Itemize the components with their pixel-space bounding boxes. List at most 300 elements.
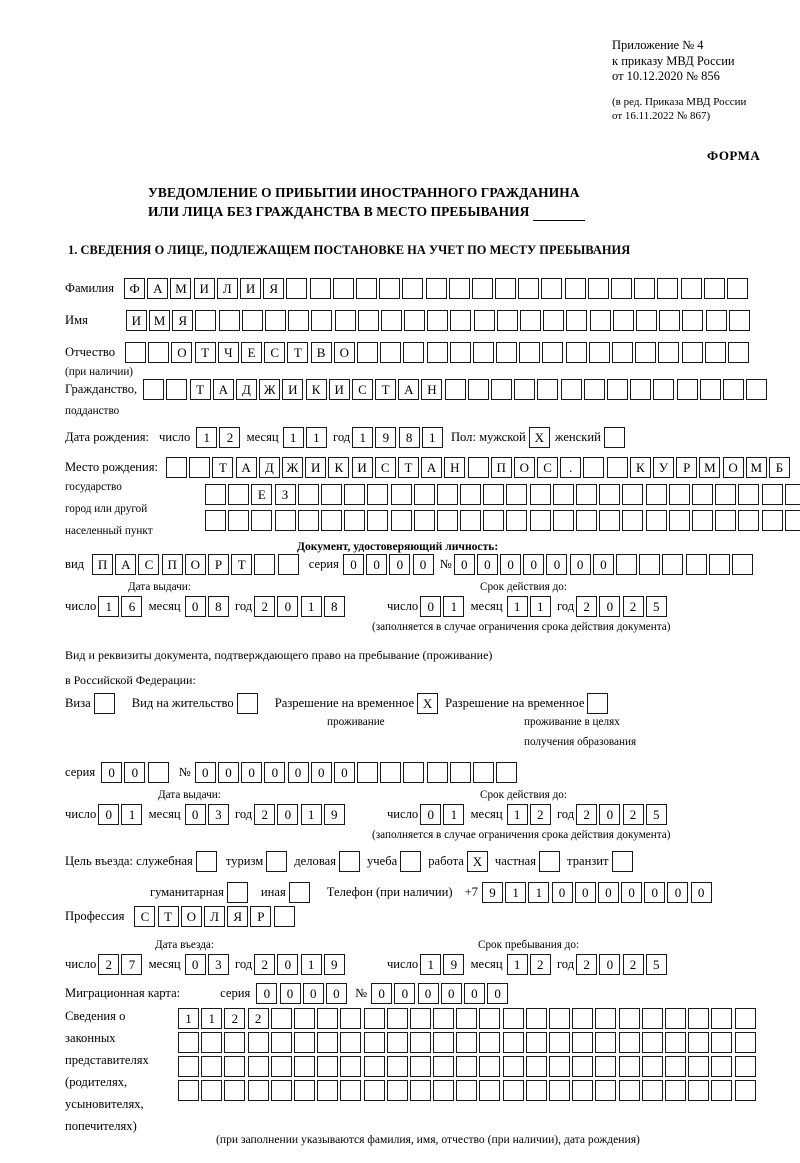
char-cell[interactable]: 0 bbox=[326, 983, 347, 1004]
char-cell[interactable] bbox=[248, 1080, 269, 1101]
char-cell[interactable] bbox=[286, 278, 307, 299]
char-cell[interactable] bbox=[460, 510, 481, 531]
char-cell[interactable]: Ф bbox=[124, 278, 145, 299]
char-cell[interactable]: 0 bbox=[575, 882, 596, 903]
char-cell[interactable]: 2 bbox=[576, 596, 597, 617]
char-cell[interactable] bbox=[616, 554, 637, 575]
char-cell[interactable]: П bbox=[162, 554, 183, 575]
char-cell[interactable] bbox=[403, 762, 424, 783]
char-cell[interactable] bbox=[503, 1032, 524, 1053]
char-cell[interactable]: 1 bbox=[201, 1008, 222, 1029]
char-cell[interactable] bbox=[646, 484, 667, 505]
char-cell[interactable]: И bbox=[305, 457, 326, 478]
char-cell[interactable] bbox=[653, 379, 674, 400]
char-cell[interactable] bbox=[148, 342, 169, 363]
char-cell[interactable]: С bbox=[537, 457, 558, 478]
char-cell[interactable] bbox=[746, 379, 767, 400]
purpose-private-checkbox[interactable] bbox=[539, 851, 560, 872]
char-cell[interactable] bbox=[506, 510, 527, 531]
char-cell[interactable] bbox=[723, 379, 744, 400]
char-cell[interactable]: 0 bbox=[621, 882, 642, 903]
char-cell[interactable]: 0 bbox=[185, 954, 206, 975]
char-cell[interactable]: 0 bbox=[464, 983, 485, 1004]
char-cell[interactable]: 1 bbox=[507, 954, 528, 975]
char-cell[interactable] bbox=[669, 510, 690, 531]
char-cell[interactable] bbox=[357, 342, 378, 363]
char-cell[interactable]: Л bbox=[204, 906, 225, 927]
char-cell[interactable] bbox=[311, 310, 332, 331]
char-cell[interactable]: 0 bbox=[500, 554, 521, 575]
char-cell[interactable] bbox=[503, 1080, 524, 1101]
char-cell[interactable] bbox=[298, 510, 319, 531]
char-cell[interactable]: 0 bbox=[552, 882, 573, 903]
char-cell[interactable]: Т bbox=[231, 554, 252, 575]
char-cell[interactable] bbox=[639, 554, 660, 575]
char-cell[interactable] bbox=[248, 1032, 269, 1053]
char-cell[interactable]: Р bbox=[250, 906, 271, 927]
char-cell[interactable]: 0 bbox=[277, 954, 298, 975]
char-cell[interactable] bbox=[665, 1080, 686, 1101]
char-cell[interactable]: П bbox=[92, 554, 113, 575]
char-cell[interactable] bbox=[728, 342, 749, 363]
char-cell[interactable] bbox=[688, 1032, 709, 1053]
char-cell[interactable] bbox=[595, 1056, 616, 1077]
char-cell[interactable]: 2 bbox=[248, 1008, 269, 1029]
char-cell[interactable]: 9 bbox=[324, 954, 345, 975]
char-cell[interactable]: С bbox=[134, 906, 155, 927]
char-cell[interactable] bbox=[607, 379, 628, 400]
purpose-study-checkbox[interactable] bbox=[400, 851, 421, 872]
char-cell[interactable]: 0 bbox=[477, 554, 498, 575]
char-cell[interactable]: Ж bbox=[259, 379, 280, 400]
char-cell[interactable] bbox=[450, 342, 471, 363]
char-cell[interactable] bbox=[503, 1056, 524, 1077]
char-cell[interactable] bbox=[692, 484, 713, 505]
char-cell[interactable]: 1 bbox=[443, 596, 464, 617]
char-cell[interactable] bbox=[553, 484, 574, 505]
char-cell[interactable] bbox=[700, 379, 721, 400]
char-cell[interactable] bbox=[762, 510, 783, 531]
char-cell[interactable] bbox=[622, 510, 643, 531]
char-cell[interactable] bbox=[433, 1032, 454, 1053]
char-cell[interactable] bbox=[599, 484, 620, 505]
char-cell[interactable]: Т bbox=[375, 379, 396, 400]
char-cell[interactable] bbox=[340, 1080, 361, 1101]
char-cell[interactable]: 0 bbox=[334, 762, 355, 783]
char-cell[interactable] bbox=[665, 1056, 686, 1077]
char-cell[interactable]: 1 bbox=[283, 427, 304, 448]
char-cell[interactable] bbox=[572, 1056, 593, 1077]
char-cell[interactable] bbox=[479, 1080, 500, 1101]
char-cell[interactable] bbox=[729, 310, 750, 331]
char-cell[interactable]: И bbox=[240, 278, 261, 299]
char-cell[interactable]: 0 bbox=[593, 554, 614, 575]
char-cell[interactable]: 2 bbox=[98, 954, 119, 975]
char-cell[interactable]: 0 bbox=[546, 554, 567, 575]
char-cell[interactable] bbox=[473, 762, 494, 783]
char-cell[interactable]: И bbox=[352, 457, 373, 478]
char-cell[interactable] bbox=[275, 510, 296, 531]
char-cell[interactable] bbox=[274, 906, 295, 927]
char-cell[interactable] bbox=[166, 457, 187, 478]
char-cell[interactable] bbox=[410, 1032, 431, 1053]
char-cell[interactable] bbox=[410, 1008, 431, 1029]
purpose-transit-checkbox[interactable] bbox=[612, 851, 633, 872]
char-cell[interactable] bbox=[381, 310, 402, 331]
char-cell[interactable] bbox=[125, 342, 146, 363]
char-cell[interactable] bbox=[456, 1032, 477, 1053]
char-cell[interactable] bbox=[251, 510, 272, 531]
char-cell[interactable] bbox=[473, 342, 494, 363]
char-cell[interactable] bbox=[589, 342, 610, 363]
char-cell[interactable]: 2 bbox=[530, 954, 551, 975]
char-cell[interactable] bbox=[572, 1032, 593, 1053]
char-cell[interactable]: 2 bbox=[576, 954, 597, 975]
char-cell[interactable] bbox=[583, 457, 604, 478]
char-cell[interactable] bbox=[205, 484, 226, 505]
char-cell[interactable]: 0 bbox=[523, 554, 544, 575]
char-cell[interactable] bbox=[472, 278, 493, 299]
purpose-work-checkbox[interactable]: X bbox=[467, 851, 488, 872]
char-cell[interactable]: 2 bbox=[254, 596, 275, 617]
char-cell[interactable] bbox=[356, 278, 377, 299]
char-cell[interactable] bbox=[391, 484, 412, 505]
char-cell[interactable] bbox=[380, 342, 401, 363]
char-cell[interactable]: 1 bbox=[507, 804, 528, 825]
char-cell[interactable] bbox=[595, 1032, 616, 1053]
char-cell[interactable]: 2 bbox=[530, 804, 551, 825]
char-cell[interactable] bbox=[340, 1008, 361, 1029]
char-cell[interactable]: 1 bbox=[98, 596, 119, 617]
char-cell[interactable] bbox=[201, 1080, 222, 1101]
edu-residence-checkbox[interactable] bbox=[587, 693, 608, 714]
char-cell[interactable] bbox=[495, 278, 516, 299]
char-cell[interactable]: 1 bbox=[530, 596, 551, 617]
char-cell[interactable] bbox=[474, 310, 495, 331]
char-cell[interactable]: 0 bbox=[598, 882, 619, 903]
char-cell[interactable]: Я bbox=[227, 906, 248, 927]
char-cell[interactable]: 0 bbox=[256, 983, 277, 1004]
char-cell[interactable] bbox=[278, 554, 299, 575]
char-cell[interactable] bbox=[635, 342, 656, 363]
char-cell[interactable]: 0 bbox=[371, 983, 392, 1004]
char-cell[interactable]: 6 bbox=[121, 596, 142, 617]
char-cell[interactable] bbox=[518, 278, 539, 299]
char-cell[interactable] bbox=[762, 484, 783, 505]
char-cell[interactable] bbox=[590, 310, 611, 331]
char-cell[interactable] bbox=[658, 342, 679, 363]
char-cell[interactable] bbox=[148, 762, 169, 783]
char-cell[interactable] bbox=[460, 484, 481, 505]
char-cell[interactable] bbox=[344, 484, 365, 505]
char-cell[interactable] bbox=[566, 310, 587, 331]
char-cell[interactable] bbox=[688, 1056, 709, 1077]
char-cell[interactable] bbox=[553, 510, 574, 531]
char-cell[interactable]: Д bbox=[236, 379, 257, 400]
char-cell[interactable]: 5 bbox=[646, 954, 667, 975]
char-cell[interactable] bbox=[595, 1080, 616, 1101]
char-cell[interactable]: А bbox=[236, 457, 257, 478]
char-cell[interactable] bbox=[735, 1008, 756, 1029]
char-cell[interactable] bbox=[785, 510, 800, 531]
char-cell[interactable] bbox=[178, 1056, 199, 1077]
char-cell[interactable]: 1 bbox=[301, 596, 322, 617]
char-cell[interactable] bbox=[735, 1080, 756, 1101]
purpose-business-checkbox[interactable] bbox=[339, 851, 360, 872]
char-cell[interactable]: Н bbox=[421, 379, 442, 400]
char-cell[interactable]: С bbox=[138, 554, 159, 575]
char-cell[interactable]: 1 bbox=[507, 596, 528, 617]
char-cell[interactable]: Б bbox=[769, 457, 790, 478]
char-cell[interactable]: А bbox=[398, 379, 419, 400]
char-cell[interactable] bbox=[669, 484, 690, 505]
char-cell[interactable] bbox=[456, 1008, 477, 1029]
char-cell[interactable]: 0 bbox=[570, 554, 591, 575]
char-cell[interactable] bbox=[704, 278, 725, 299]
char-cell[interactable]: Т bbox=[398, 457, 419, 478]
char-cell[interactable]: О bbox=[171, 342, 192, 363]
char-cell[interactable]: 9 bbox=[482, 882, 503, 903]
char-cell[interactable]: 0 bbox=[599, 954, 620, 975]
char-cell[interactable] bbox=[622, 484, 643, 505]
char-cell[interactable]: 0 bbox=[98, 804, 119, 825]
char-cell[interactable] bbox=[506, 484, 527, 505]
char-cell[interactable] bbox=[468, 457, 489, 478]
char-cell[interactable] bbox=[526, 1056, 547, 1077]
char-cell[interactable] bbox=[542, 342, 563, 363]
char-cell[interactable]: 2 bbox=[623, 954, 644, 975]
char-cell[interactable] bbox=[715, 484, 736, 505]
char-cell[interactable] bbox=[519, 342, 540, 363]
char-cell[interactable]: 2 bbox=[623, 596, 644, 617]
char-cell[interactable] bbox=[294, 1080, 315, 1101]
char-cell[interactable] bbox=[437, 510, 458, 531]
char-cell[interactable]: А bbox=[115, 554, 136, 575]
char-cell[interactable]: К bbox=[328, 457, 349, 478]
char-cell[interactable]: Т bbox=[158, 906, 179, 927]
char-cell[interactable] bbox=[271, 1008, 292, 1029]
char-cell[interactable] bbox=[642, 1056, 663, 1077]
char-cell[interactable]: 0 bbox=[277, 804, 298, 825]
char-cell[interactable] bbox=[785, 484, 800, 505]
char-cell[interactable] bbox=[254, 554, 275, 575]
char-cell[interactable]: К bbox=[306, 379, 327, 400]
char-cell[interactable] bbox=[248, 1056, 269, 1077]
char-cell[interactable]: 1 bbox=[443, 804, 464, 825]
char-cell[interactable]: 1 bbox=[178, 1008, 199, 1029]
char-cell[interactable]: 0 bbox=[418, 983, 439, 1004]
char-cell[interactable] bbox=[298, 484, 319, 505]
char-cell[interactable] bbox=[433, 1080, 454, 1101]
char-cell[interactable]: 1 bbox=[505, 882, 526, 903]
char-cell[interactable] bbox=[178, 1080, 199, 1101]
char-cell[interactable] bbox=[450, 310, 471, 331]
char-cell[interactable]: 8 bbox=[324, 596, 345, 617]
purpose-other-checkbox[interactable] bbox=[289, 882, 310, 903]
char-cell[interactable]: 0 bbox=[277, 596, 298, 617]
char-cell[interactable] bbox=[219, 310, 240, 331]
char-cell[interactable] bbox=[549, 1080, 570, 1101]
char-cell[interactable] bbox=[195, 310, 216, 331]
char-cell[interactable]: Т bbox=[195, 342, 216, 363]
purpose-tourism-checkbox[interactable] bbox=[266, 851, 287, 872]
char-cell[interactable] bbox=[619, 1056, 640, 1077]
char-cell[interactable] bbox=[387, 1008, 408, 1029]
char-cell[interactable]: 0 bbox=[185, 804, 206, 825]
char-cell[interactable]: Л bbox=[217, 278, 238, 299]
char-cell[interactable]: 2 bbox=[224, 1008, 245, 1029]
char-cell[interactable]: С bbox=[352, 379, 373, 400]
char-cell[interactable] bbox=[357, 762, 378, 783]
char-cell[interactable] bbox=[265, 310, 286, 331]
char-cell[interactable]: 8 bbox=[208, 596, 229, 617]
char-cell[interactable] bbox=[479, 1056, 500, 1077]
char-cell[interactable] bbox=[738, 484, 759, 505]
char-cell[interactable]: Е bbox=[241, 342, 262, 363]
char-cell[interactable]: И bbox=[282, 379, 303, 400]
char-cell[interactable]: 3 bbox=[208, 804, 229, 825]
purpose-humanitarian-checkbox[interactable] bbox=[227, 882, 248, 903]
char-cell[interactable]: Е bbox=[251, 484, 272, 505]
char-cell[interactable] bbox=[619, 1032, 640, 1053]
char-cell[interactable] bbox=[414, 510, 435, 531]
char-cell[interactable]: 0 bbox=[303, 983, 324, 1004]
char-cell[interactable] bbox=[566, 342, 587, 363]
char-cell[interactable] bbox=[201, 1032, 222, 1053]
char-cell[interactable]: 9 bbox=[375, 427, 396, 448]
char-cell[interactable]: О bbox=[723, 457, 744, 478]
char-cell[interactable] bbox=[404, 310, 425, 331]
char-cell[interactable]: 1 bbox=[121, 804, 142, 825]
char-cell[interactable] bbox=[688, 1080, 709, 1101]
char-cell[interactable]: 2 bbox=[219, 427, 240, 448]
char-cell[interactable] bbox=[642, 1032, 663, 1053]
char-cell[interactable]: О bbox=[514, 457, 535, 478]
char-cell[interactable]: 0 bbox=[420, 804, 441, 825]
char-cell[interactable] bbox=[433, 1008, 454, 1029]
char-cell[interactable] bbox=[496, 342, 517, 363]
char-cell[interactable] bbox=[514, 379, 535, 400]
char-cell[interactable]: 1 bbox=[301, 804, 322, 825]
char-cell[interactable] bbox=[662, 554, 683, 575]
char-cell[interactable] bbox=[317, 1080, 338, 1101]
char-cell[interactable]: 7 bbox=[121, 954, 142, 975]
char-cell[interactable] bbox=[288, 310, 309, 331]
char-cell[interactable]: 0 bbox=[487, 983, 508, 1004]
char-cell[interactable] bbox=[686, 554, 707, 575]
char-cell[interactable]: 0 bbox=[667, 882, 688, 903]
char-cell[interactable] bbox=[549, 1032, 570, 1053]
char-cell[interactable]: П bbox=[491, 457, 512, 478]
char-cell[interactable] bbox=[426, 278, 447, 299]
char-cell[interactable]: 0 bbox=[691, 882, 712, 903]
char-cell[interactable]: Ч bbox=[218, 342, 239, 363]
char-cell[interactable] bbox=[410, 1056, 431, 1077]
char-cell[interactable]: 0 bbox=[420, 596, 441, 617]
char-cell[interactable] bbox=[414, 484, 435, 505]
char-cell[interactable] bbox=[613, 310, 634, 331]
char-cell[interactable] bbox=[321, 510, 342, 531]
char-cell[interactable]: 1 bbox=[306, 427, 327, 448]
char-cell[interactable]: М bbox=[746, 457, 767, 478]
char-cell[interactable] bbox=[367, 484, 388, 505]
char-cell[interactable]: И bbox=[126, 310, 147, 331]
char-cell[interactable]: М bbox=[149, 310, 170, 331]
char-cell[interactable] bbox=[682, 310, 703, 331]
char-cell[interactable] bbox=[321, 484, 342, 505]
char-cell[interactable] bbox=[692, 510, 713, 531]
char-cell[interactable]: 0 bbox=[599, 596, 620, 617]
char-cell[interactable]: 2 bbox=[576, 804, 597, 825]
char-cell[interactable]: 1 bbox=[422, 427, 443, 448]
char-cell[interactable] bbox=[456, 1056, 477, 1077]
char-cell[interactable] bbox=[543, 310, 564, 331]
char-cell[interactable]: К bbox=[630, 457, 651, 478]
char-cell[interactable]: 0 bbox=[288, 762, 309, 783]
char-cell[interactable] bbox=[433, 1056, 454, 1077]
visa-checkbox[interactable] bbox=[94, 693, 115, 714]
char-cell[interactable] bbox=[530, 510, 551, 531]
char-cell[interactable]: З bbox=[275, 484, 296, 505]
char-cell[interactable] bbox=[228, 510, 249, 531]
char-cell[interactable]: 0 bbox=[124, 762, 145, 783]
char-cell[interactable]: 1 bbox=[528, 882, 549, 903]
char-cell[interactable] bbox=[576, 510, 597, 531]
char-cell[interactable] bbox=[642, 1008, 663, 1029]
char-cell[interactable] bbox=[537, 379, 558, 400]
char-cell[interactable] bbox=[681, 278, 702, 299]
char-cell[interactable] bbox=[711, 1080, 732, 1101]
char-cell[interactable] bbox=[705, 342, 726, 363]
char-cell[interactable] bbox=[715, 510, 736, 531]
char-cell[interactable] bbox=[403, 342, 424, 363]
char-cell[interactable] bbox=[228, 484, 249, 505]
char-cell[interactable]: 1 bbox=[301, 954, 322, 975]
char-cell[interactable] bbox=[483, 510, 504, 531]
char-cell[interactable]: 0 bbox=[599, 804, 620, 825]
char-cell[interactable]: Д bbox=[259, 457, 280, 478]
char-cell[interactable]: 3 bbox=[208, 954, 229, 975]
char-cell[interactable] bbox=[572, 1008, 593, 1029]
char-cell[interactable] bbox=[503, 1008, 524, 1029]
char-cell[interactable] bbox=[310, 278, 331, 299]
char-cell[interactable] bbox=[483, 484, 504, 505]
char-cell[interactable]: У bbox=[653, 457, 674, 478]
char-cell[interactable] bbox=[636, 310, 657, 331]
char-cell[interactable] bbox=[294, 1056, 315, 1077]
char-cell[interactable] bbox=[619, 1080, 640, 1101]
char-cell[interactable] bbox=[549, 1008, 570, 1029]
char-cell[interactable]: 8 bbox=[399, 427, 420, 448]
char-cell[interactable] bbox=[520, 310, 541, 331]
char-cell[interactable] bbox=[497, 310, 518, 331]
char-cell[interactable] bbox=[706, 310, 727, 331]
char-cell[interactable] bbox=[727, 278, 748, 299]
char-cell[interactable] bbox=[659, 310, 680, 331]
char-cell[interactable] bbox=[496, 762, 517, 783]
char-cell[interactable]: Т bbox=[190, 379, 211, 400]
char-cell[interactable]: 5 bbox=[646, 596, 667, 617]
sex-male-checkbox[interactable]: X bbox=[529, 427, 550, 448]
char-cell[interactable] bbox=[735, 1056, 756, 1077]
char-cell[interactable] bbox=[642, 1080, 663, 1101]
char-cell[interactable] bbox=[271, 1056, 292, 1077]
char-cell[interactable] bbox=[682, 342, 703, 363]
char-cell[interactable]: М bbox=[699, 457, 720, 478]
char-cell[interactable] bbox=[611, 278, 632, 299]
char-cell[interactable] bbox=[335, 310, 356, 331]
char-cell[interactable] bbox=[205, 510, 226, 531]
